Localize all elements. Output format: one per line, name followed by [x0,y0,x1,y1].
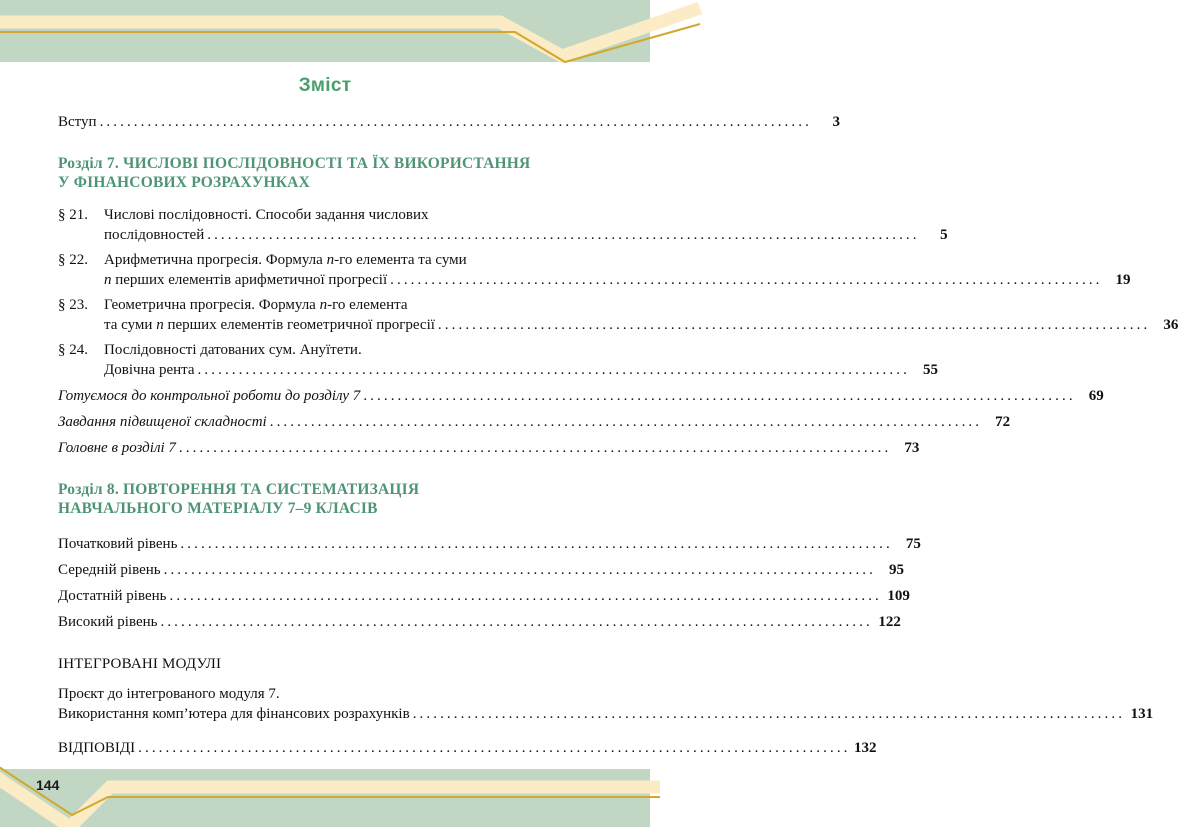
project-title-line-2-row [58,704,1154,724]
toc-entry-chapter-summary[interactable] [58,438,920,458]
math-variable-n: n [104,271,112,288]
toc-entry-page: 3 [832,114,840,130]
paragraph-title-text [104,296,408,316]
paragraph-title-text-cont [104,316,435,336]
paragraph-title-text-cont: послідовностей [104,226,205,243]
toc-entry-paragraph-22[interactable] [58,251,1131,290]
toc-entry-level-intermediate[interactable] [58,560,905,580]
leader-dots [138,738,850,758]
toc-entry-label: Початковий рівень [58,536,178,552]
chapter-heading-7 [58,154,598,192]
math-variable-n: n [156,316,164,333]
text-part: та суми [104,316,157,333]
toc-entry-paragraph-24[interactable] [58,341,938,380]
chapter-heading-7-line-2: У ФІНАНСОВИХ РОЗРАХУНКАХ [58,174,310,191]
section-heading-integrated-modules: ІНТЕГРОВАНІ МОДУЛІ [58,656,222,672]
top-decorative-banner [0,0,650,62]
spacer [58,192,598,206]
paragraph-marker: § 24. [58,342,88,358]
toc-entry-page: 122 [878,614,901,630]
text-part: Геометрична прогресія. Формула [104,297,320,313]
paragraph-marker: § 21. [58,207,88,223]
table-of-contents [58,112,1178,758]
toc-entry-paragraph-23[interactable] [58,296,1178,335]
toc-entry-page: 109 [887,588,910,604]
chapter-heading-8 [58,480,598,518]
leader-dots [198,361,910,381]
toc-entry-level-beginner[interactable] [58,534,921,554]
paragraph-body [104,341,938,380]
leader-dots [100,112,812,132]
math-variable-n: n [319,297,328,313]
paragraph-line-2 [104,271,1131,291]
banner-cream-band [0,773,660,827]
bottom-decorative-banner [0,769,650,827]
paragraph-line-2 [104,361,938,381]
spacer [58,724,598,738]
toc-entry-paragraph-21[interactable] [58,206,948,245]
bottom-banner-artwork [0,769,650,827]
paragraph-title-text: Послідовності датованих сум. Ануїтети. [104,342,362,358]
toc-entry-label: Достатній рівень [58,588,167,604]
paragraph-line-1 [104,206,948,226]
toc-entry-answers[interactable] [58,738,877,758]
toc-entry-page: 5 [940,226,948,243]
toc-entry-page: 75 [905,536,921,552]
paragraph-line-1 [104,296,1178,316]
project-title-line-1: Проєкт до інтегрованого модуля 7. [58,686,280,702]
toc-entry-advanced-tasks[interactable] [58,412,1011,432]
leader-dots [270,412,982,432]
toc-entry-project-module-7[interactable] [58,684,1154,724]
toc-entry-page: 132 [854,740,877,756]
spacer [58,458,598,480]
leader-dots [160,612,872,632]
text-part: перших елементів арифметичної прогресії [111,271,388,288]
paragraph-title-text [104,251,467,271]
math-variable-n: n [326,252,335,268]
toc-entry-label: Готуємося до контрольної роботи до розділу 7 [58,388,361,404]
paragraph-title-text: Числові послідовності. Способи задання числових [104,207,429,223]
paragraph-body [104,251,1131,290]
paragraph-body [104,206,948,245]
paragraph-line-1 [104,341,938,361]
text-part: -го елемента [327,297,408,313]
leader-dots [164,560,876,580]
leader-dots [207,226,919,246]
leader-dots [390,271,1102,291]
paragraph-line-1 [104,251,1131,271]
chapter-heading-8-line-2: НАВЧАЛЬНОГО МАТЕРІАЛУ 7–9 КЛАСІВ [58,500,378,517]
toc-entry-level-high[interactable] [58,612,901,632]
toc-entry-label: Середній рівень [58,562,161,578]
spacer [58,674,598,684]
leader-dots [180,534,892,554]
text-part: перших елементів геометричної прогресії [163,316,435,333]
toc-entry-page: 95 [889,562,905,578]
toc-entry-page: 19 [1115,271,1131,288]
paragraph-marker: § 23. [58,297,88,313]
toc-entry-label: Високий рівень [58,614,158,630]
toc-entry-test-prep[interactable] [58,386,1104,406]
toc-entry-page: 36 [1163,316,1178,333]
toc-entry-page: 131 [1130,706,1154,722]
toc-entry-level-sufficient[interactable] [58,586,910,606]
chapter-heading-7-line-1: Розділ 7. ЧИСЛОВІ ПОСЛІДОВНОСТІ ТА ЇХ ВИКОРИСТАННЯ [58,155,531,172]
toc-entry-page: 72 [995,414,1011,430]
toc-entry-label: Завдання підвищеної складності [58,414,267,430]
toc-entry-label: Вступ [58,114,97,130]
page-title: Зміст [298,75,352,96]
leader-dots [170,586,882,606]
text-part: -го елемента та суми [334,252,467,268]
paragraph-title-text-cont: Довічна рента [104,361,195,378]
toc-entry-page: 73 [904,440,920,456]
toc-entry-label: ВІДПОВІДІ [58,740,136,756]
top-banner-artwork [0,0,650,62]
spacer [58,632,598,654]
paragraph-title-text-cont [104,271,387,291]
toc-entry-label: Головне в розділі 7 [58,440,176,456]
toc-entry-intro[interactable] [58,112,840,132]
chapter-heading-8-line-1: Розділ 8. ПОВТОРЕННЯ ТА СИСТЕМАТИЗАЦІЯ [58,481,420,498]
toc-entry-page: 55 [922,361,938,378]
leader-dots [413,704,1125,724]
text-part: Арифметична прогресія. Формула [104,252,327,268]
paragraph-line-2 [104,316,1178,336]
footer-page-number: 144 [36,777,60,793]
paragraph-body [104,296,1178,335]
project-title-line-2: Використання комп’ютера для фінансових розрахунків [58,706,410,722]
paragraph-marker: § 22. [58,252,88,268]
leader-dots [438,316,1150,336]
leader-dots [363,386,1075,406]
spacer [58,518,598,534]
paragraph-line-2 [104,226,948,246]
leader-dots [179,438,891,458]
toc-entry-page: 69 [1088,388,1104,404]
spacer [58,132,598,154]
